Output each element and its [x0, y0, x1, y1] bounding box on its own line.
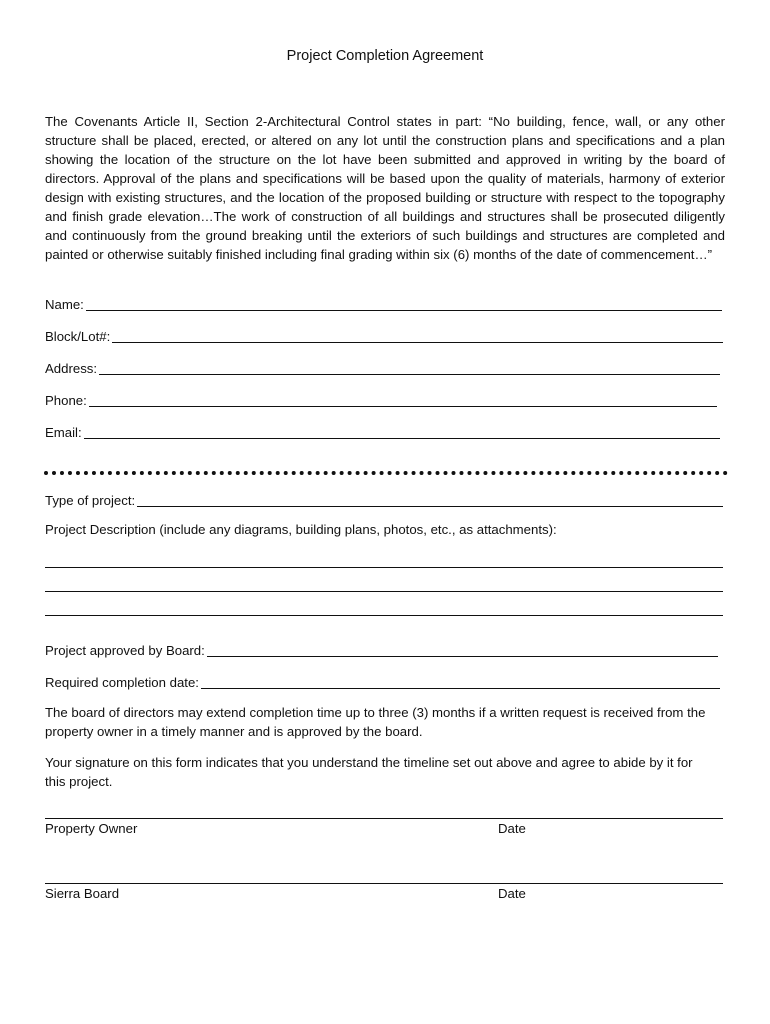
completion-date-label: Required completion date: [45, 675, 199, 690]
board-signature-line[interactable] [45, 883, 723, 884]
dotted-separator [44, 471, 728, 475]
block-lot-field[interactable] [45, 325, 723, 345]
project-type-field[interactable] [45, 489, 723, 509]
address-label: Address: [45, 361, 98, 376]
description-line-3[interactable] [45, 615, 723, 616]
project-description-label: Project Description (include any diagrams, building plans, photos, etc., as attachments): [45, 522, 557, 537]
owner-signature-line[interactable] [45, 818, 723, 819]
name-field[interactable] [45, 293, 722, 313]
property-owner-label: Property Owner [45, 821, 138, 836]
project-type-label: Type of project: [45, 493, 136, 508]
block-lot-label: Block/Lot#: [45, 329, 111, 344]
board-approval-label: Project approved by Board: [45, 643, 205, 658]
name-label: Name: [45, 297, 84, 312]
email-line[interactable] [84, 424, 720, 439]
phone-line[interactable] [89, 392, 717, 407]
signature-paragraph: Your signature on this form indicates that you understand the timeline set out above and agree to abide by it for this project. [45, 755, 693, 789]
project-type-line[interactable] [137, 492, 723, 507]
board-approval-line[interactable] [207, 642, 718, 657]
completion-date-field[interactable] [45, 671, 720, 691]
address-line[interactable] [99, 360, 720, 375]
sierra-board-label: Sierra Board [45, 886, 120, 901]
board-date-label: Date [498, 886, 526, 901]
phone-label: Phone: [45, 393, 87, 408]
phone-field[interactable] [45, 389, 717, 409]
board-approval-field[interactable] [45, 639, 718, 659]
name-line[interactable] [86, 296, 722, 311]
description-line-2[interactable] [45, 591, 723, 592]
address-field[interactable] [45, 357, 720, 377]
email-label: Email: [45, 425, 82, 440]
email-field[interactable] [45, 421, 720, 441]
covenants-intro-paragraph: The Covenants Article II, Section 2-Architectural Control states in part: “No building, fence, wall, or any other structure shall be placed, erected, or altered on any lot until the construction plans and specifications and a plan showing the location of the structure on the lot have been submitted and approved in writing by the board of directors. Approval of the plans and specifications will be based upon the quality of materials, harmony of exterior design with existing structures, and the location of the proposed building or structure with respect to the topography and finish grade elevation…The work of construction of all buildings and structures shall be prosecuted diligently and continuously from the ground breaking until the exteriors of such buildings and structures are completed and painted or otherwise suitably finished including final grading within six (6) months of the date of commencement…” [45, 114, 725, 262]
description-line-1[interactable] [45, 567, 723, 568]
block-lot-line[interactable] [112, 328, 723, 343]
page-title: Project Completion Agreement [286, 48, 484, 64]
completion-date-line[interactable] [201, 674, 720, 689]
extension-paragraph: The board of directors may extend completion time up to three (3) months if a written request is received from the property owner in a timely manner and is approved by the board. [45, 705, 706, 739]
owner-date-label: Date [498, 821, 526, 836]
